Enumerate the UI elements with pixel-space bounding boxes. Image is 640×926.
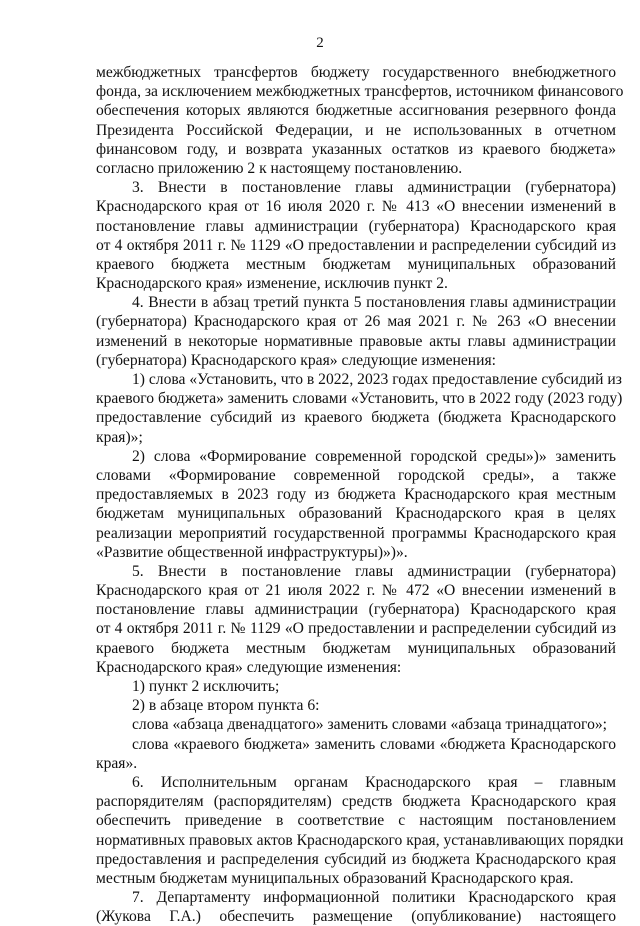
text-line: 2) слова «Формирование современной городской среды»)» заменить [132,447,616,465]
text-line: местным бюджетам муниципальных образований Краснодарского края. [96,869,574,887]
text-line: межбюджетных трансфертов бюджету государственного внебюджетного [96,64,616,81]
paragraph [96,677,616,696]
text-line: предоставляемых в 2023 году из бюджета Краснодарского края местным [96,486,616,504]
paragraph [96,370,623,447]
text-line: краевого бюджета» заменить словами «Установить, что в 2022 году (2023 году) [96,390,623,408]
paragraph [96,696,616,715]
document-body [96,63,624,926]
text-line: слова «краевого бюджета» заменить словами «бюджета Краснодарского [132,735,616,753]
paragraph [96,562,616,677]
text-line: 7. Департаменту информационной политики Краснодарского края [132,889,616,907]
text-line: слова «абзаца двенадцатого» заменить словами «абзаца тринадцатого»; [132,716,607,734]
text-line: края)»; [96,428,143,446]
text-line: «Развитие общественной инфраструктуры)»)». [96,543,408,561]
text-line: края». [96,754,138,772]
paragraph [96,735,616,773]
text-line: 6. Исполнительным органам Краснодарского края – главным [132,773,616,791]
text-line: предоставление субсидий из краевого бюджета (бюджета Краснодарского [96,409,616,427]
text-line: 4. Внести в абзац третий пункта 5 постановления главы администрации [132,294,616,312]
text-line: 2) в абзаце втором пункта 6: [132,697,320,715]
text-line: 1) слова «Установить, что в 2022, 2023 годах предоставление субсидий из [132,371,622,388]
text-line: нормативных правовых актов Краснодарского края, устанавливающих порядки [96,831,624,849]
text-line: финансовом году, и возврата указанных остатков из краевого бюджета» [96,140,616,158]
text-line: постановление главы администрации (губернатора) Краснодарского края [96,217,616,235]
text-line: распорядителям (распорядителям) средств бюджета Краснодарского края [96,793,616,811]
text-line: (губернатора) Краснодарского края от 26 мая 2021 г. № 263 «О внесении [96,313,616,331]
paragraph [96,888,616,926]
paragraph [96,773,624,888]
page-number: 2 [316,35,324,51]
text-line: предоставления и распределения субсидий из бюджета Краснодарского края [96,850,616,868]
paragraph [96,447,616,562]
text-line: 1) пункт 2 исключить; [132,678,280,695]
text-line: Краснодарского края от 16 июля 2020 г. № 413 «О внесении изменений в [96,198,616,216]
text-line: от 4 октября 2011 г. № 1129 «О предоставлении и распределении субсидий из [96,236,616,254]
text-line: Краснодарского края от 21 июля 2022 г. № 472 «О внесении изменений в [96,582,616,600]
paragraph [96,63,624,178]
text-line: реализации мероприятий государственной программы Краснодарского края [96,524,616,542]
text-line: бюджетам муниципальных образований Краснодарского края в целях [96,505,616,523]
text-line: фонда, за исключением межбюджетных трансфертов, источником финансового [96,83,624,101]
text-line: краевого бюджета местным бюджетам муниципальных образований [96,255,616,273]
text-line: обеспечения которых являются бюджетные ассигнования резервного фонда [96,102,616,120]
text-line: краевого бюджета местным бюджетам муниципальных образований [96,639,616,657]
text-line: (Жукова Г.А.) обеспечить размещение (опубликование) настоящего [96,908,616,926]
text-line: обеспечить приведение в соответствие с настоящим постановлением [96,812,616,830]
text-line: Президента Российской Федерации, и не использованных в отчетном [96,121,616,139]
text-line: 5. Внести в постановление главы администрации (губернатора) [132,562,616,580]
text-line: согласно приложению 2 к настоящему постановлению. [96,159,463,177]
paragraph [96,178,616,293]
text-line: от 4 октября 2011 г. № 1129 «О предоставлении и распределении субсидий из [96,620,616,638]
text-line: изменений в некоторые нормативные правовые акты главы администрации [96,332,616,350]
paragraph [96,715,616,734]
text-line: (губернатора) Краснодарского края» следующие изменения: [96,351,496,369]
text-line: словами «Формирование современной городской среды», а также [96,466,616,484]
text-line: 3. Внести в постановление главы администрации (губернатора) [132,179,616,197]
paragraph [96,293,616,370]
text-line: Краснодарского края» следующие изменения: [96,658,402,676]
text-line: Краснодарского края» изменение, исключив пункт 2. [96,275,448,293]
text-line: постановление главы администрации (губернатора) Краснодарского края [96,601,616,619]
